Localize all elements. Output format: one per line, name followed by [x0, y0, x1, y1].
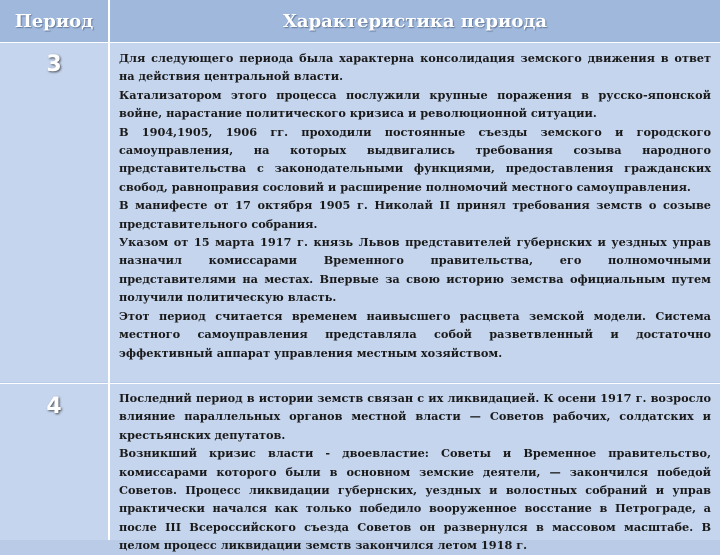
row-3-period-cell — [0, 43, 108, 382]
period-number: 4 — [46, 394, 62, 419]
paragraph: В 1904,1905, 1906 гг. проходили постоянные съезды земского и городского самоуправления, на которых выдвигались требования созыва народного представительства с законодательными функциями, предоставления гражданских свобод, равноправия сословий и расширение полномочий местного самоуправления. — [119, 124, 711, 194]
paragraph: Катализатором этого процесса послужили крупные поражения в русско-японской войне, нарастание политического кризиса и революционной ситуации. — [119, 87, 711, 121]
period-number: 3 — [46, 52, 62, 77]
paragraph: Последний период в истории земств связан с их ликвидацией. К осени 1917 г. возросло влияние параллельных органов местной власти — Советов рабочих, солдатских и крестьянских депутатов. — [119, 391, 711, 442]
paragraph: Этот период считается временем наивысшего расцвета земской модели. Система местного самоуправления представляла собой разветвленный и достаточно эффективный аппарат управления местным хозяйством. — [119, 308, 711, 360]
period-3-description — [119, 49, 711, 362]
paragraph: В манифесте от 17 октября 1905 г. Николай II принял требования земств о созыве представительного собрания. — [119, 198, 711, 231]
header-divider — [0, 42, 720, 43]
header-period: Период — [0, 0, 108, 42]
paragraph: Для следующего периода была характерна консолидация земского движения в ответ на действия центральной власти. — [119, 51, 711, 84]
paragraph: Указом от 15 марта 1917 г. князь Львов представителей губернских и уездных управ назначил комиссарами Временного правительства, его полномочными представителями на местах. Впервые за свою историю земства официальным путем получили политическую власть. — [119, 235, 711, 305]
paragraph: Возникший кризис власти - двоевластие: Советы и Временное правительство, комиссарами которого были в основном земские деятели, — закончился победой Советов. Процесс ликвидации губернских, уездных и волостных собраний и управ практически начался как только победило вооруженное восстание в Петрограде, а после III Всероссийского съезда Советов он развернулся в массовом масштабе. В целом процесс ликвидации земств закончился летом 1918 г. — [119, 446, 711, 553]
period-4-description — [119, 389, 711, 555]
row-divider — [0, 383, 720, 384]
column-divider — [108, 0, 110, 540]
header-characteristic: Характеристика периода — [110, 0, 720, 42]
